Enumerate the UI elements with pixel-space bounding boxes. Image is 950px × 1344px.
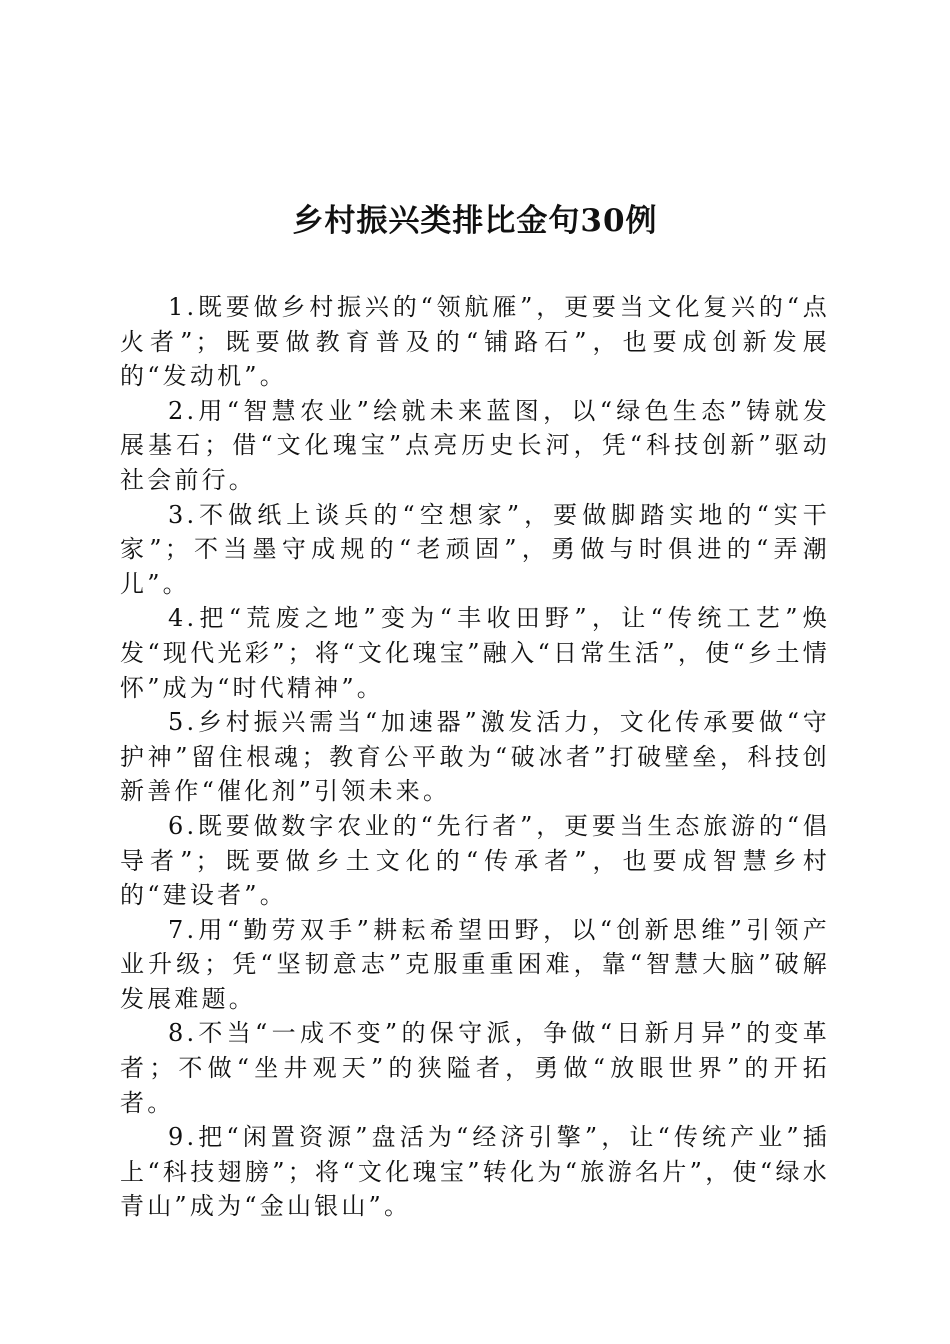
- paragraph-5: 5.乡村振兴需当“加速器”激发活力，文化传承要做“守护神”留住根魂；教育公平敢为“破冰者”打破壁垒，科技创新善作“催化剂”引领未来。: [120, 708, 830, 806]
- paragraph-4: 4.把“荒废之地”变为“丰收田野”，让“传统工艺”焕发“现代光彩”；将“文化瑰宝”融入“日常生活”，使“乡土情怀”成为“时代精神”。: [120, 604, 830, 702]
- document-body: [120, 290, 830, 1224]
- document-title: 乡村振兴类排比金句30例: [292, 203, 658, 239]
- paragraph-8: 8.不当“一成不变”的保守派，争做“日新月异”的变革者；不做“坐井观天”的狭隘者，勇做“放眼世界”的开拓者。: [120, 1019, 830, 1117]
- paragraph-6: 6.既要做数字农业的“先行者”，更要当生态旅游的“倡导者”；既要做乡土文化的“传承者”，也要成智慧乡村的“建设者”。: [120, 811, 830, 910]
- paragraph-2: 2.用“智慧农业”绘就未来蓝图，以“绿色生态”铸就发展基石；借“文化瑰宝”点亮历史长河，凭“科技创新”驱动社会前行。: [120, 396, 830, 494]
- paragraph-9: 9.把“闲置资源”盘活为“经济引擎”，让“传统产业”插上“科技翅膀”；将“文化瑰宝”转化为“旅游名片”，使“绿水青山”成为“金山银山”。: [120, 1123, 830, 1221]
- paragraph-3: 3.不做纸上谈兵的“空想家”，要做脚踏实地的“实干家”；不当墨守成规的“老顽固”，勇做与时俱进的“弄潮儿”。: [120, 500, 830, 598]
- paragraph-1: 1.既要做乡村振兴的“领航雁”，更要当文化复兴的“点火者”；既要做教育普及的“铺路石”，也要成创新发展的“发动机”。: [120, 293, 830, 391]
- paragraph-7: 7.用“勤劳双手”耕耘希望田野，以“创新思维”引领产业升级；凭“坚韧意志”克服重重困难，靠“智慧大脑”破解发展难题。: [120, 915, 830, 1013]
